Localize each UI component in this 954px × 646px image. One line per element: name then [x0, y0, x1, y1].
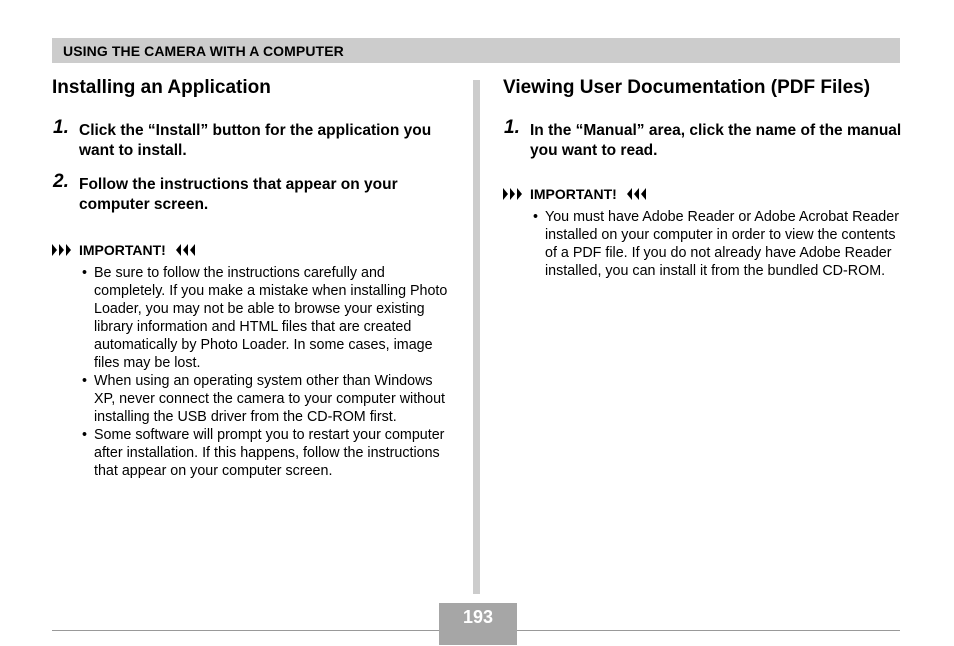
step-text: Follow the instructions that appear on your computer screen.: [79, 176, 398, 213]
left-column: [52, 76, 452, 480]
right-column: [503, 76, 903, 280]
step-number: 1.: [504, 117, 520, 138]
list-item: • Be sure to follow the instructions carefully and completely. If you make a mistake when installing Photo Loader, you may not be able to browse your existing library information and HTML files that are created automatically by Photo Loader. In some cases, image files may be lost.: [82, 264, 452, 372]
section-header-title: USING THE CAMERA WITH A COMPUTER: [63, 43, 344, 59]
column-divider: [473, 80, 480, 594]
step-number: 1.: [53, 117, 69, 138]
important-heading: [52, 241, 452, 259]
step-1: [52, 117, 452, 161]
step-2: [52, 171, 452, 215]
list-item: • When using an operating system other than Windows XP, never connect the camera to your computer without installing the USB driver from the CD-ROM first.: [82, 372, 452, 426]
important-arrows-icon: [503, 188, 523, 200]
list-item: • Some software will prompt you to restart your computer after installation. If this happens, follow the instructions that appear on your computer screen.: [82, 426, 452, 480]
page-number: 193: [462, 607, 494, 627]
step-text: Click the “Install” button for the application you want to install.: [79, 122, 432, 159]
important-label: IMPORTANT!: [79, 242, 166, 258]
step-number: 2.: [53, 171, 69, 192]
important-arrows-reverse-icon: [175, 244, 195, 256]
important-notes-list: [503, 208, 903, 280]
important-arrows-reverse-icon: [626, 188, 646, 200]
section-title-installing: Installing an Application: [52, 77, 271, 98]
section-header-bar: [52, 38, 900, 63]
important-label: IMPORTANT!: [530, 186, 617, 202]
important-heading: [503, 185, 903, 203]
step-text: In the “Manual” area, click the name of the manual you want to read.: [530, 122, 902, 159]
important-notes-list: [52, 264, 452, 480]
important-arrows-icon: [52, 244, 72, 256]
section-title-viewing-docs: Viewing User Documentation (PDF Files): [503, 77, 871, 98]
step-1: [503, 117, 903, 161]
page-number-box: [439, 603, 517, 645]
list-item: • You must have Adobe Reader or Adobe Acrobat Reader installed on your computer in order to view the contents of a PDF file. If you do not already have Adobe Reader installed, you can install it from the bundled CD-ROM.: [533, 208, 903, 280]
